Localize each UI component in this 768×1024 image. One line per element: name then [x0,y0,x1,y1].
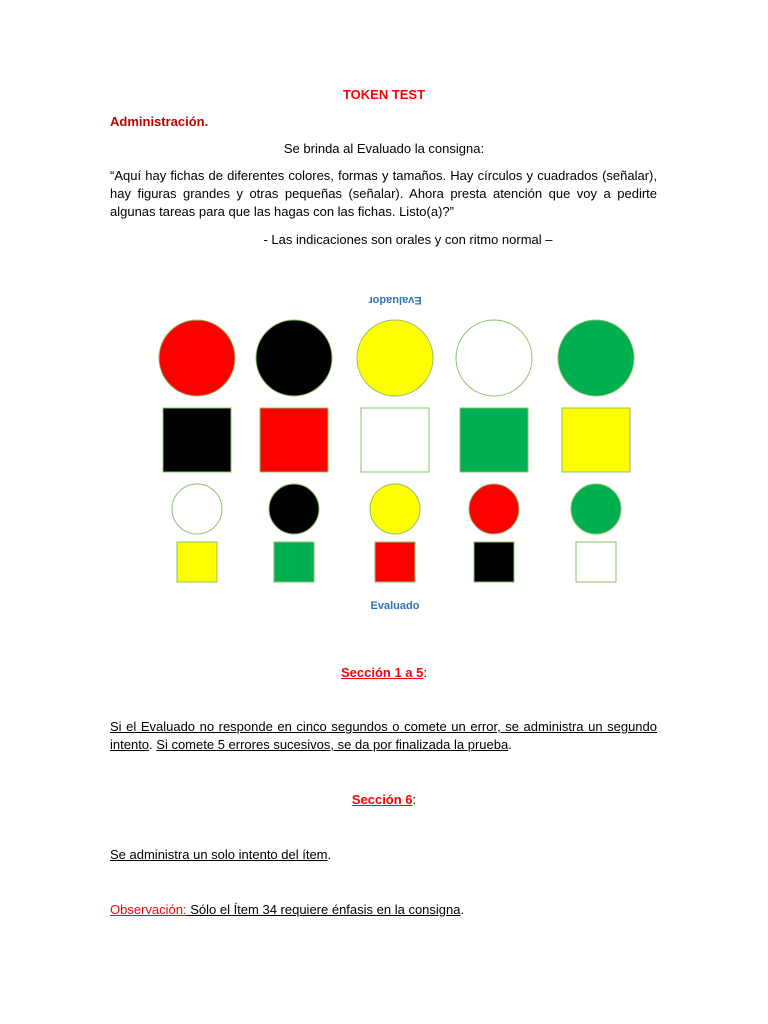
section-6-text: Se administra un solo intento del ítem [110,847,328,862]
evaluee-label: Evaluado [370,600,420,612]
evaluator-label: Evaluador [368,294,422,306]
token-large-square-4 [460,408,528,472]
section-6-paragraph [110,846,657,864]
token-small-circle-3 [370,484,420,534]
section-1-heading [0,665,768,680]
observation-text: Sólo el Ítem 34 requiere énfasis en la consigna [186,902,461,917]
token-small-square-5 [576,542,616,582]
token-large-circle-5 [558,320,634,396]
instruction-quote: “Aquí hay fichas de diferentes colores, formas y tamaños. Hay círculos y cuadrados (señalar), hay figuras grandes y otras pequeñas (señalar). Ahora presta atención que voy a pedirte algunas tareas para que las hagas con las fichas. Listo(a)?” [110,168,657,219]
section-1-text-a: Si el Evaluado no responde en cinco segundos o comete un error, se administra un segundo intento [110,719,657,752]
token-large-circle-4 [456,320,532,396]
token-large-square-1 [163,408,231,472]
section-1-end: . [508,737,512,752]
section-1-colon: : [423,665,427,680]
observation-end: . [460,902,465,917]
token-large-square-5 [562,408,630,472]
token-small-circle-1 [172,484,222,534]
token-small-circle-4 [469,484,519,534]
section-6-heading [0,792,768,807]
section-6-title: Sección 6 [351,792,413,807]
token-small-square-3 [375,542,415,582]
section-6-colon: : [412,792,417,807]
intro-text: Se brinda al Evaluado la consigna: [283,141,485,156]
token-small-square-2 [274,542,314,582]
section-1-paragraph [110,718,657,754]
token-large-square-3 [361,408,429,472]
token-small-circle-2 [269,484,319,534]
indications-note: - Las indicaciones son orales y con ritmo normal – [263,232,553,247]
token-small-circle-5 [571,484,621,534]
token-large-circle-1 [159,320,235,396]
token-small-square-1 [177,542,217,582]
section-1-sep: . [149,737,157,752]
token-large-circle-3 [357,320,433,396]
token-large-square-2 [260,408,328,472]
section-1-text-b: Si comete 5 errores sucesivos, se da por finalizada la prueba [156,737,509,752]
observation-label: Observación: [110,902,187,917]
token-large-circle-2 [256,320,332,396]
token-small-square-4 [474,542,514,582]
section-6-end: . [327,847,332,862]
admin-heading: Administración. [110,114,209,129]
observation-paragraph [110,901,657,919]
section-1-title: Sección 1 a 5 [340,665,424,680]
document-title: TOKEN TEST [342,87,426,102]
